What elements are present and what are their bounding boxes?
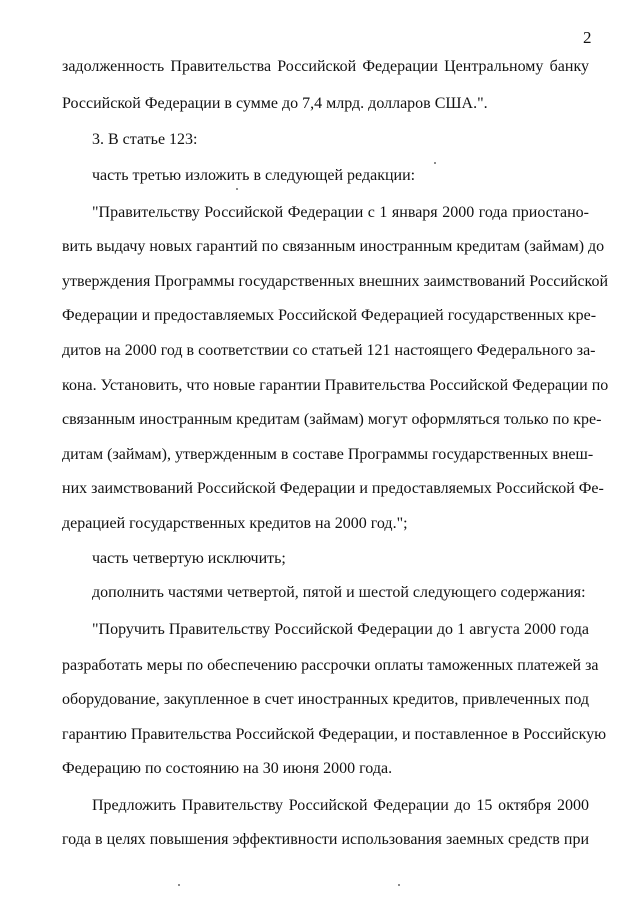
text-line-18: разработать меры по обеспечению рассрочки оплаты таможенных платежей за [62,657,599,674]
scan-speck [236,188,238,190]
text-line-7: утверждения Программы государственных внешних заимствований Российской [62,273,609,290]
text-line-17: "Поручить Правительству Российской Федерации до 1 августа 2000 года [92,621,589,638]
text-line-11: связанным иностранным кредитам (займам) могут оформляться только по кре- [62,411,602,428]
page-number: 2 [583,28,592,47]
section-heading: 3. В статье 123: [92,131,198,148]
text-line-21: Федерацию по состоянию на 30 июня 2000 года. [62,760,393,777]
text-line-19: оборудование, закупленное в счет иностранных кредитов, привлеченных под [62,691,589,708]
text-line-10: кона. Установить, что новые гарантии Правительства Российской Федерации по [62,377,609,394]
text-line-13: них заимствований Российской Федерации и предоставляемых Российской Фе- [62,480,604,497]
scan-speck [178,884,180,886]
text-line-23: года в целях повышения эффективности использования заемных средств при [62,831,589,848]
text-line-14: дерацией государственных кредитов на 2000 год."; [62,515,408,532]
text-line-5: "Правительству Российской Федерации с 1 января 2000 года приостано- [92,204,589,221]
text-line-20: гарантию Правительства Российской Федерации, и поставленное в Российскую [62,726,607,743]
text-line-9: дитов на 2000 год в соответствии со статьей 121 настоящего Федерального за- [62,342,596,359]
text-line-22: Предложить Правительству Российской Федерации до 15 октября 2000 [92,797,589,814]
text-line-6: вить выдачу новых гарантий по связанным иностранным кредитам (займам) до [62,238,605,255]
text-line-15: часть четвертую исключить; [92,550,286,567]
text-line-1: задолженность Правительства Российской Федерации Центральному банку [62,58,589,75]
text-line-16: дополнить частями четвертой, пятой и шестой следующего содержания: [92,584,586,601]
scan-speck [434,162,436,164]
text-line-4: часть третью изложить в следующей редакции: [92,167,416,184]
text-line-8: Федерации и предоставляемых Российской Федерацией государственных кре- [62,307,597,324]
text-line-12: дитам (займам), утвержденным в составе Программы государственных внеш- [62,446,594,463]
text-line-2: Российской Федерации в сумме до 7,4 млрд. долларов США.". [62,95,488,112]
scan-speck [398,884,400,886]
